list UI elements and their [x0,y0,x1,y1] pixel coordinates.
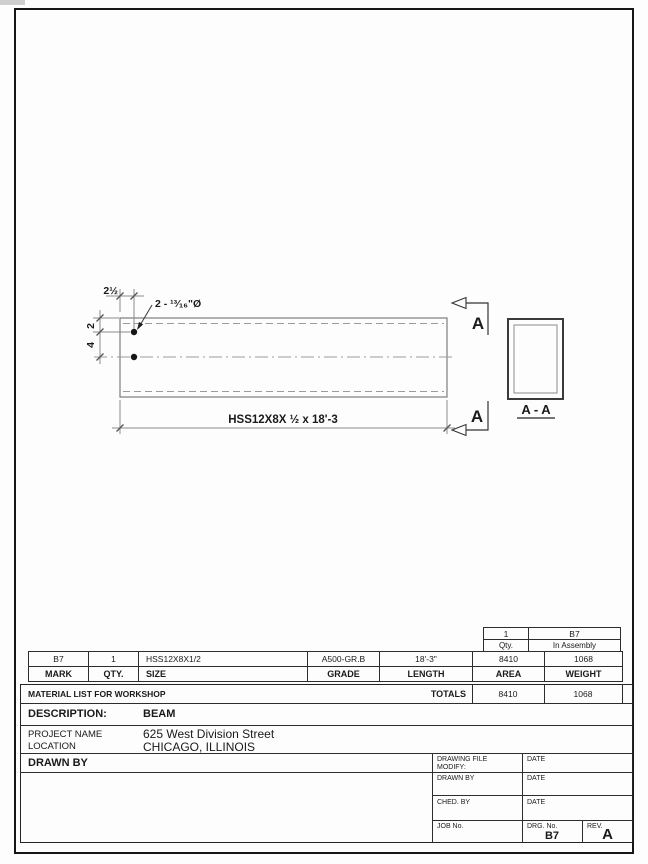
drg-no-label: DRG. No. [527,823,558,830]
qty-value: 1 [111,654,116,664]
date-label-3: DATE [527,799,546,806]
weight-value: 1068 [574,654,593,664]
totals-area-value: 8410 [498,689,518,699]
section-title: A - A [521,402,551,417]
description-label: DESCRIPTION: [28,708,107,720]
totals-divider-3 [622,684,623,703]
stamp-drawn-by-label: DRAWN BY [437,775,475,782]
date-label-1: DATE [527,756,546,763]
weight-header: WEIGHT [565,669,602,679]
totals-label: TOTALS [430,689,466,699]
material-qty-value [88,651,139,667]
assembly-qty-value: 1 [503,628,509,639]
line-under-project-row [20,753,633,754]
section-view-outer [508,319,563,399]
project-name-label: PROJECT NAME [28,729,103,740]
drawn-by-label: DRAWN BY [28,757,88,769]
stamp-left-divider [432,753,433,843]
length-value: 18'-3" [415,654,437,664]
area-header: AREA [495,669,522,679]
grade-value: A500-GR.B [321,654,366,664]
description-value: BEAM [143,708,176,720]
bolt-hole-top [131,329,137,335]
size-value: HSS12X8X1/2 [146,654,201,664]
stamp-row-line-2 [432,820,633,821]
material-grade-header [307,666,380,682]
length-header: LENGTH [407,669,445,679]
line-under-totals-row [20,703,633,704]
offset-dim-text: 2½ [103,285,118,297]
rev-value: A [602,826,613,843]
section-letter-bottom: A [470,407,484,426]
checked-by-label: CHED. BY [437,799,471,806]
material-size-header [138,666,308,682]
section-view-inner [514,325,557,393]
material-area-header [472,666,545,682]
edge-dim-text: 2 [85,323,97,329]
assembly-qty-label: Qty. [498,641,514,650]
mark-header: MARK [45,669,72,679]
area-value: 8410 [499,654,518,664]
totals-weight-value: 1068 [573,689,593,699]
grade-header: GRADE [327,669,360,679]
drg-no-value: B7 [544,830,560,842]
spacing-dim-text: 4 [85,342,97,348]
line-under-drawnby-label [20,772,633,773]
stamp-row-line-1 [432,795,633,796]
project-city: CHICAGO, ILLINOIS [143,740,256,754]
line-under-description-row [20,725,633,726]
mark-value: B7 [53,654,64,664]
assembly-mark-label: In Assembly [552,641,597,650]
modify-label: MODIFY: [437,764,466,771]
bolt-hole-bottom [131,354,137,360]
material-mark-header [28,666,89,682]
material-size-value [138,651,308,667]
material-length-value [379,651,473,667]
job-no-label: JOB No. [437,823,464,830]
material-length-header [379,666,473,682]
assembly-mark-value: B7 [569,628,580,639]
material-list-title: MATERIAL LIST FOR WORKSHOP [28,689,166,699]
rev-label: REV. [587,823,603,830]
size-header: SIZE [146,669,167,679]
qty-header: QTY. [103,669,124,679]
date-label-2: DATE [527,775,546,782]
section-letter-top: A [471,314,485,333]
project-address: 625 West Division Street [143,727,275,741]
material-weight-value [544,651,623,667]
material-mark-value [28,651,89,667]
material-weight-header [544,666,623,682]
beam-size-label: HSS12X8X ½ x 18'-3 [228,414,338,426]
hole-note: 2 - ¹³⁄₁₆"Ø [155,298,202,310]
location-label: LOCATION [28,741,76,752]
material-grade-value [307,651,380,667]
material-qty-header [88,666,139,682]
drawing-file-label: DRAWING FILE [437,756,488,763]
material-area-value [472,651,545,667]
